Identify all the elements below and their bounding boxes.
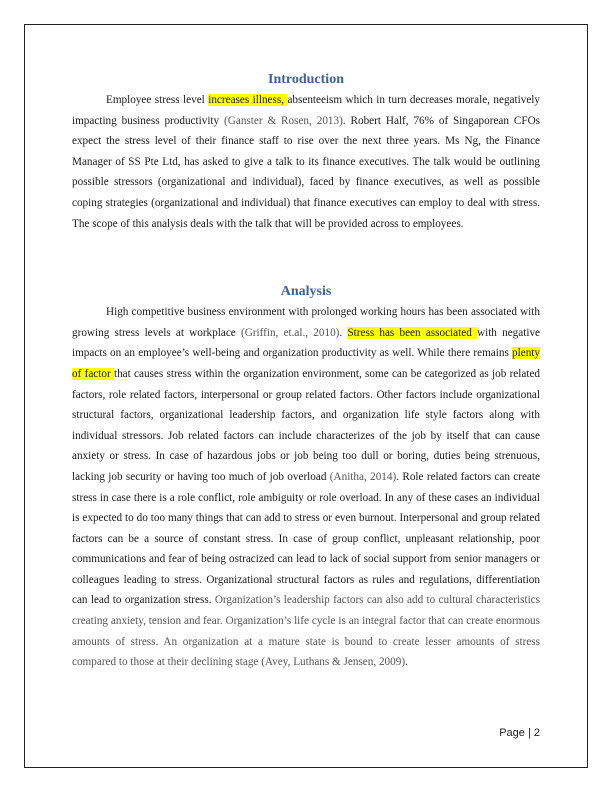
analysis-text-1: High competitive business environment with prolonged working hours has been associated with growing stress levels at workplace <box>72 306 540 339</box>
intro-text-3: . Robert Half, 76% of Singaporean CFOs expect the stress level of their finance staff to rise over the next three years. Ms Ng, the Finance Manager of SS Pte Ltd, has asked to give a talk to its finance executives. The talk would be outlining possible stressors (organizational and individual), faced by finance executives, as well as possible coping strategies (organizational and individual) that finance executives can employ to deal with stress. The scope of this analysis deals with the talk that will be provided across to employees. <box>72 114 540 230</box>
citation-griffin: (Griffin, et.al., 2010) <box>240 326 340 339</box>
introduction-heading: Introduction <box>268 72 344 87</box>
analysis-text-2: . <box>339 326 348 339</box>
intro-text-2: absenteeism which in turn decreases morale, negatively impacting business productivity <box>72 94 540 127</box>
intro-text-1: Employee stress level <box>106 94 209 106</box>
analysis-heading: Analysis <box>280 284 332 300</box>
highlight-plenty-of-factor: plenty of factor <box>72 347 540 380</box>
analysis-text-7: . <box>405 656 408 669</box>
analysis-text-3: with negative impacts on an employee’s well-being and organization productivity as well. While there remains <box>72 326 541 360</box>
introduction-paragraph <box>72 90 540 234</box>
citation-anitha: (Anitha, 2014) <box>329 470 397 483</box>
analysis-text-4: that causes stress within the organization environment, some can be categorized as job related factors, role related factors, interpersonal or group related factors. Other factors include organizational structural factors, organizational leadership factors, and organization life style factors along with individual stressors. Job related factors can include characterizes of the job by itself that can cause anxiety or stress. In case of hazardous jobs or job being too dull or boring, duties being strenuous, lacking job security or having too much of job overload <box>72 367 541 483</box>
page-number: Page | 2 <box>499 727 540 739</box>
analysis-text-6: Organization’s leadership factors can also add to cultural characteristics creating anxiety, tension and fear. Organization’s life cycle is an integral factor that can create enormous amounts of stress. An organization at a mature state is bound to create lesser amounts of stress compared to those at their declining stage <box>72 594 540 669</box>
analysis-text-5: . Role related factors can create stress in case there is a role conflict, role ambiguity or role overload. In any of these cases an individual is expected to do too many things that can add to stress or even burnout. Interpersonal and group related factors can be a source of constant stress. In case of group conflict, unpleasant relationship, poor communications and fear of being ostracized can lead to lack of social support from senior managers or colleagues leading to stress. Organizational structural factors as rules and regulations, differentiation can lead to organization stress. <box>72 470 540 607</box>
citation-ganster-rosen: (Ganster & Rosen, 2013) <box>224 114 343 127</box>
highlight-stress-associated: Stress has been associated <box>347 326 478 339</box>
citation-avey: (Avey, Luthans & Jensen, 2009) <box>261 656 406 669</box>
document-body <box>72 70 540 673</box>
highlight-increases-illness: increases illness, <box>208 94 288 106</box>
analysis-paragraph <box>72 302 540 673</box>
